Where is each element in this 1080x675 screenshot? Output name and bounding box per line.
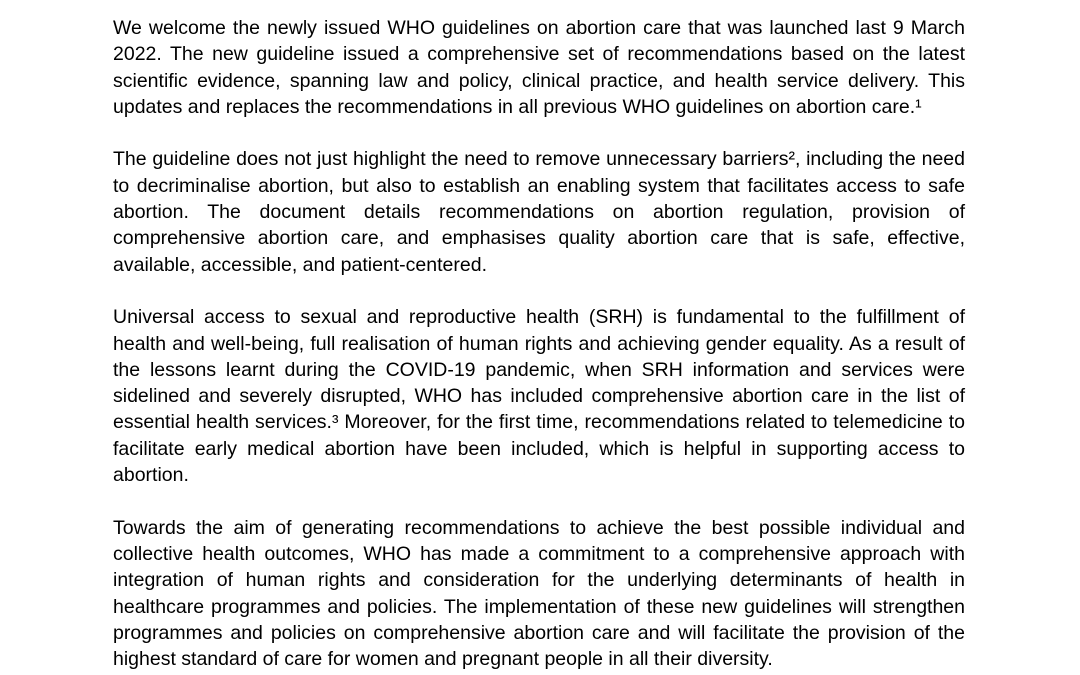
paragraph-implementation-commitment: Towards the aim of generating recommendations to achieve the best possible individual and collective health outcomes, WHO has made a commitment to a comprehensive approach with integration of human rights and consideration for the underlying determinants of health in healthcare programmes and policies. The implementation of these new guidelines will strengthen programmes and policies on comprehensive abortion care and will facilitate the provision of the highest standard of care for women and pregnant people in all their diversity. — [113, 516, 965, 671]
paragraph-who-guidelines-launch: We welcome the newly issued WHO guidelines on abortion care that was launched last 9 March 2022. The new guideline issued a comprehensive set of recommendations based on the latest scientific evidence, spanning law and policy, clinical practice, and health service delivery. This updates and replaces the recommendations in all previous WHO guidelines on abortion care.¹ — [113, 17, 965, 118]
paragraph-barriers-and-recommendations: The guideline does not just highlight the need to remove unnecessary barriers², including the need to decriminalise abortion, but also to establish an enabling system that facilitates access to safe abortion. The document details recommendations on abortion regulation, provision of comprehensive abortion care, and emphasises quality abortion care that is safe, effective, available, accessible, and patient-centered. — [113, 148, 965, 276]
paragraph-srh-universal-access: Universal access to sexual and reproductive health (SRH) is fundamental to the fulfillment of health and well-being, full realisation of human rights and achieving gender equality. As a result of the lessons learnt during the COVID-19 pandemic, when SRH information and services were sidelined and severely disrupted, WHO has included comprehensive abortion care in the list of essential health services.³ Moreover, for the first time, recommendations related to telemedicine to facilitate early medical abortion have been included, which is helpful in supporting access to abortion. — [113, 306, 965, 487]
